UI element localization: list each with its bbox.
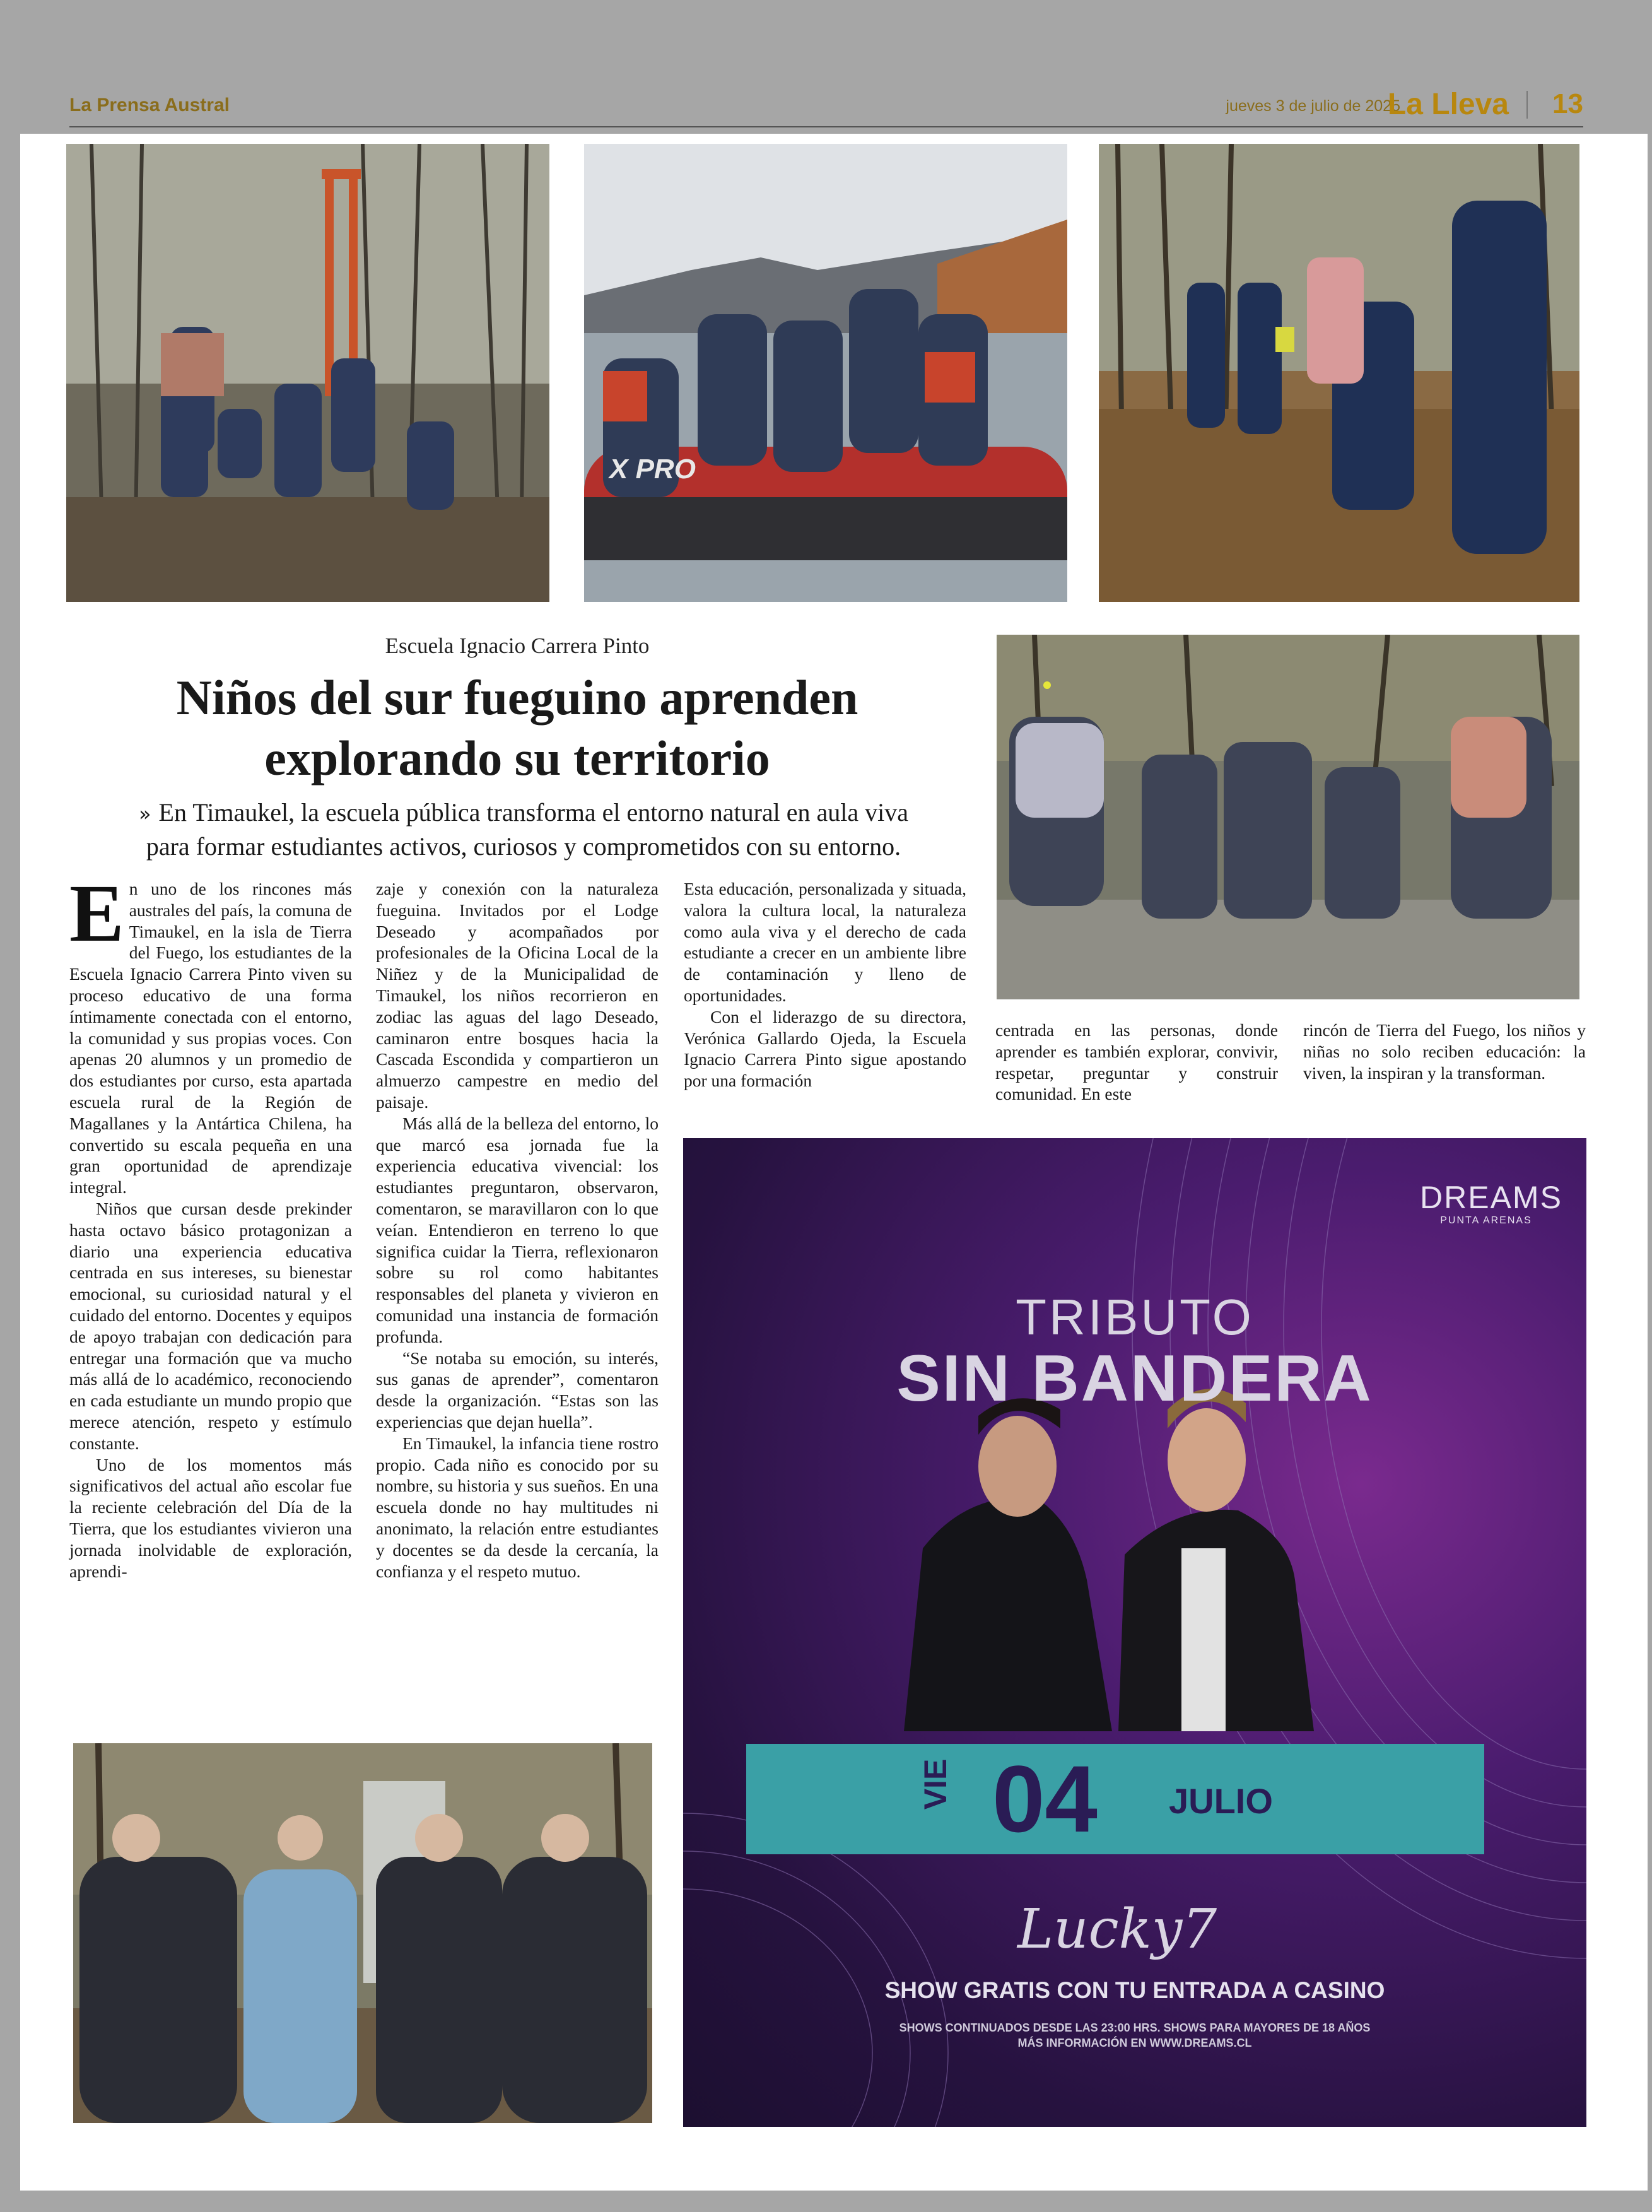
issue-date: jueves 3 de julio de 2025: [1226, 97, 1400, 115]
newspaper-name: La Prensa Austral: [69, 95, 230, 115]
photo-students-forest: [66, 144, 549, 602]
photo-students-resting: [997, 635, 1579, 999]
date-band: [746, 1744, 1484, 1854]
concert-advertisement[interactable]: [683, 1138, 1586, 2127]
paragraph: Más allá de la belleza del entorno, lo que marcó esa jornada fue la experiencia educativa vivencial: los estudiantes preguntaron, observaron, comentaron, se maravillaron con lo que veían. Entendieron en terreno lo que significa cuidar la Tierra, reflexionaron sobre su rol como habitantes responsables del planeta y vivieron en comunidad una instancia de formación profunda.: [376, 1113, 659, 1346]
logo-text: DREAMS: [1420, 1180, 1562, 1215]
day-number: 04: [992, 1746, 1098, 1852]
photo-walking-forest: [1099, 144, 1579, 602]
article-headline: [69, 668, 965, 789]
headline-line-1: Niños del sur fueguino aprenden: [176, 670, 858, 725]
article-kicker: Escuela Ignacio Carrera Pinto: [385, 633, 650, 658]
ad-title-2: SIN BANDERA: [896, 1342, 1373, 1415]
paragraph: Uno de los momentos más significativos del actual año escolar fue la reciente celebración del Día de la Tierra, que los estudiantes vivieron una jornada inolvidable de exploración, aprendi-: [69, 1454, 352, 1581]
paragraph: Esta educación, personalizada y situada, valora la cultura local, la naturaleza como aula viva y el derecho de cada estudiante a crecer en un ambiente libre de contaminación y lleno de oportunidades.: [684, 879, 966, 1005]
paragraph-text: n uno de los rincones más australes del país, la comuna de Timaukel, en la isla de Tierra del Fuego, los estudiantes de la Escuela Ignacio Carrera Pinto viven su proceso educativo de una forma íntimamente conectada con el entorno, la comunidad y sus propias voces. Con apenas 20 alumnos y un promedio de dos estudiantes por curso, esta apartada escuela rural de la Región de Magallanes y la Antártica Chilena, ha convertido su escala pequeña en una gran oportunidad de aprendizaje integral.: [69, 879, 352, 1197]
dek-text-1: En Timaukel, la escuela pública transforma el entorno natural en aula viva: [158, 798, 909, 827]
paragraph: Con el liderazgo de su directora, Verónica Gallardo Ojeda, la Escuela Ignacio Carrera Pinto sigue apostando por una formación: [684, 1006, 966, 1091]
paragraph: [69, 868, 352, 1198]
boat-brand-text: X PRO: [609, 454, 696, 485]
ad-title-1: TRIBUTO: [1016, 1289, 1254, 1345]
paragraph: centrada en las personas, donde aprender es también explorar, convivir, respetar, preguntar y construir comunidad. En este: [995, 1020, 1278, 1104]
dek-line-2: para formar estudiantes activos, curiosos y comprometidos con su entorno.: [146, 832, 901, 861]
dek-line-1: [95, 796, 952, 830]
headline-line-2: explorando su territorio: [264, 731, 770, 785]
dreams-logo: [1420, 1180, 1562, 1227]
ad-offer-text: SHOW GRATIS CON TU ENTRADA A CASINO: [884, 1977, 1385, 2003]
performers-photo: [904, 1389, 1314, 1731]
fine-print-line-1: SHOWS CONTINUADOS DESDE LAS 23:00 HRS. SHOWS PARA MAYORES DE 18 AÑOS: [899, 2021, 1371, 2034]
header-divider: [1526, 91, 1528, 119]
fine-print-line-2: MÁS INFORMACIÓN EN WWW.DREAMS.CL: [1017, 2037, 1252, 2049]
article-column-4: [995, 1020, 1278, 1105]
logo-subtext: PUNTA ARENAS: [1440, 1215, 1532, 1226]
article-column-5: [1303, 1020, 1586, 1083]
article-column-2: [376, 878, 659, 1582]
paragraph: “Se notaba su emoción, su interés, sus ganas de aprender”, comentaron desde la organización. “Estas son las experiencias que dejan huella”.: [376, 1348, 659, 1432]
photo-zodiac-lake: [584, 144, 1067, 602]
ad-fine-print: [683, 2020, 1586, 2050]
page-header: [69, 87, 1583, 127]
page-number: 13: [1552, 88, 1583, 119]
lucky7-logo: Lucky7: [1017, 1898, 1217, 1961]
section-name: La Lleva: [1387, 88, 1509, 121]
paragraph: Niños que cursan desde prekinder hasta octavo básico protagonizan a diario una experiencia educativa centrada en sus intereses, su bienestar emocional, su curiosidad natural y el cuidado del entorno. Docentes y equipos de apoyo trabajan con dedicación para entregar una formación que va mucho más allá de lo académico, reconociendo en cada estudiante un mundo propio que merece atención, respeto y estímulo constante.: [69, 1198, 352, 1453]
drop-cap: E: [69, 868, 124, 959]
month-name: JULIO: [1169, 1781, 1273, 1821]
paragraph: En Timaukel, la infancia tiene rostro propio. Cada niño es conocido por su nombre, su historia y sus sueños. En una escuela donde no hay multitudes ni anonimato, la relación entre estudiantes y docentes se da desde la cercanía, la confianza y el respeto mutuo.: [376, 1433, 659, 1581]
paragraph: zaje y conexión con la naturaleza fueguina. Invitados por el Lodge Deseado y acompañados por profesionales de la Oficina Local de la Niñez y de la Municipalidad de Timaukel, los niños recorrieron en zodiac las aguas del lago Deseado, caminaron entre bosques hacia la Cascada Escondida y compartieron un almuerzo campestre en medio del paisaje.: [376, 879, 659, 1112]
photo-students-hiking-sticks: [73, 1743, 652, 2123]
double-chevron-right-icon: »: [138, 802, 151, 826]
article-dek: [95, 796, 952, 863]
day-name: VIE: [918, 1758, 953, 1810]
paragraph: rincón de Tierra del Fuego, los niños y niñas no solo reciben educación: la viven, la inspiran y la transforman.: [1303, 1020, 1586, 1083]
article-column-3: [684, 878, 966, 1091]
article-column-1: [69, 868, 352, 1582]
